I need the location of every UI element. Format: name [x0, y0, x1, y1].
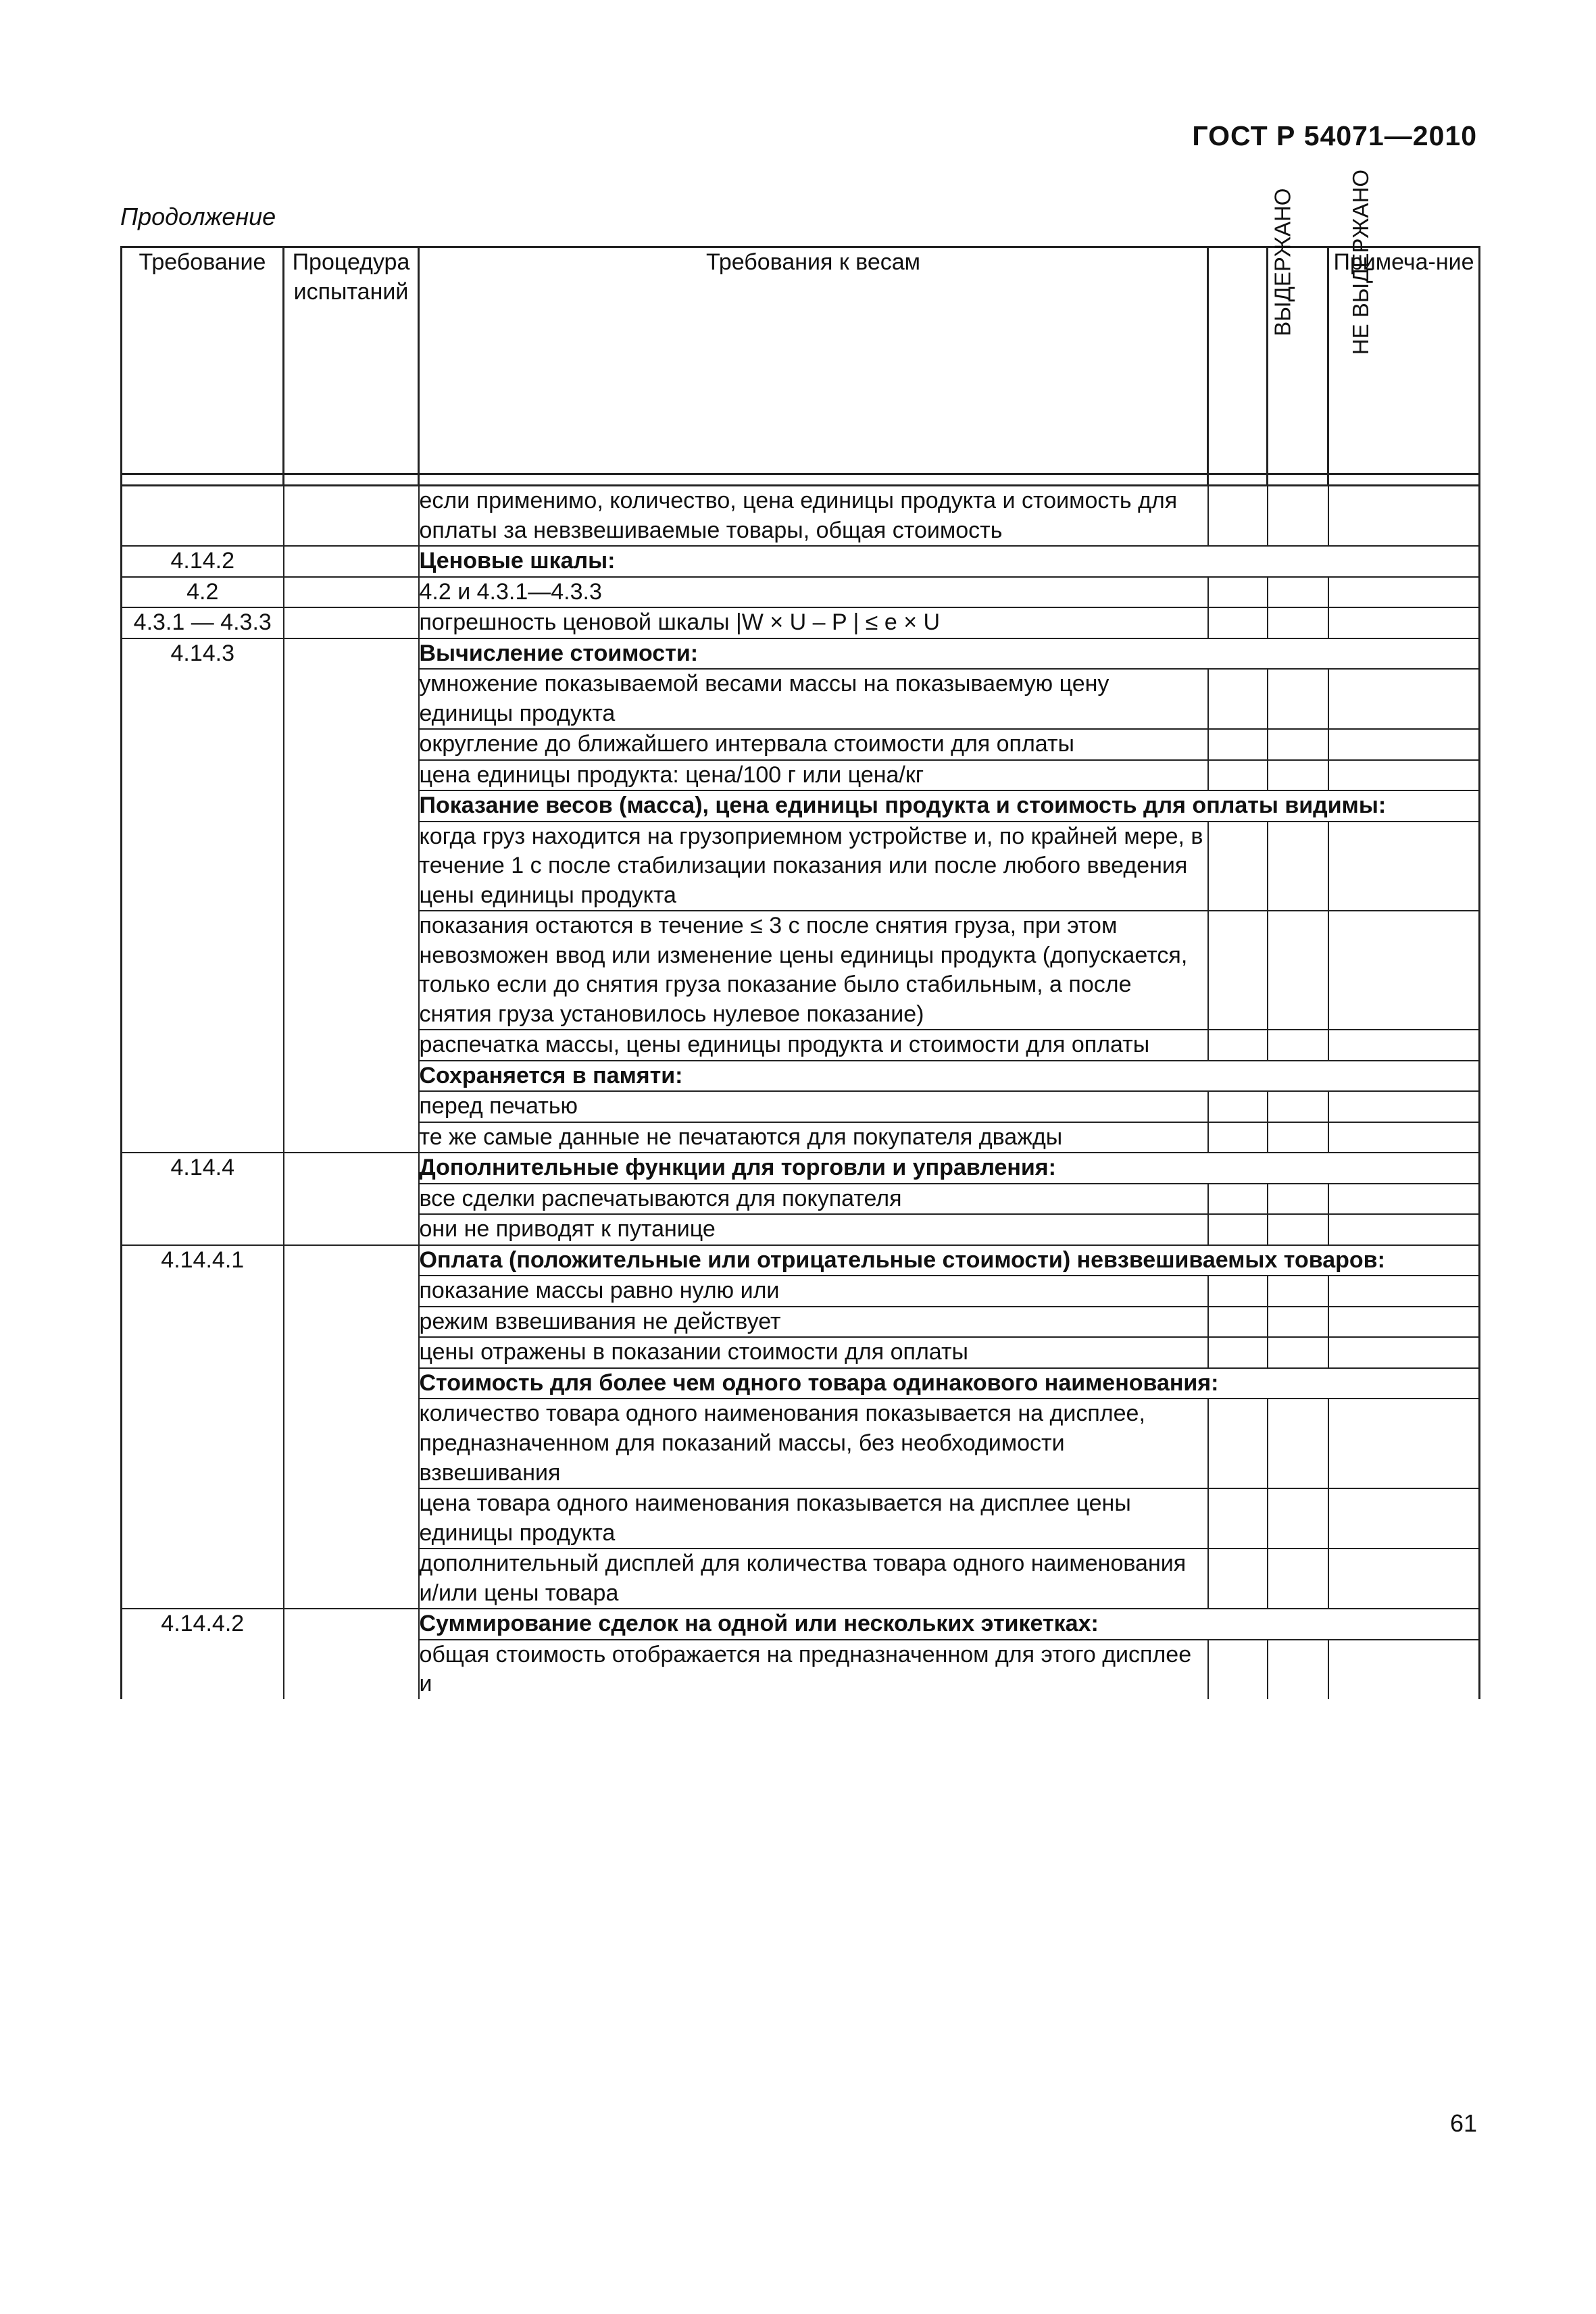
passed-checkbox-cell[interactable]	[1208, 1399, 1268, 1488]
table-row	[122, 1184, 1480, 1215]
table-row	[122, 790, 1480, 822]
passed-checkbox-cell[interactable]	[1208, 1337, 1268, 1368]
note-cell[interactable]	[1328, 911, 1480, 1030]
table-row	[122, 1091, 1480, 1122]
requirement-text: округление до ближайшего интервала стоимости для оплаты	[419, 729, 1208, 760]
table-row	[122, 546, 1480, 577]
requirement-code: 4.3.1 — 4.3.3	[122, 607, 284, 638]
requirement-code: 4.14.2	[122, 546, 284, 577]
continuation-label: Продолжение	[120, 203, 276, 230]
header-failed-label: НЕ ВЫДЕРЖАНО	[1347, 170, 1373, 355]
requirement-code	[122, 1488, 284, 1549]
test-procedure-cell	[284, 607, 419, 638]
header-passed	[1208, 188, 1295, 474]
table-row	[122, 1061, 1480, 1092]
passed-checkbox-cell[interactable]	[1208, 607, 1268, 638]
requirement-code: 4.14.4.1	[122, 1245, 284, 1276]
note-cell[interactable]	[1328, 1549, 1480, 1609]
test-procedure-cell	[284, 1091, 419, 1122]
requirement-text: те же самые данные не печатаются для покупателя дважды	[419, 1122, 1208, 1153]
table-row	[122, 638, 1480, 670]
failed-checkbox-cell[interactable]	[1268, 1307, 1328, 1338]
table-row	[122, 1122, 1480, 1153]
note-cell[interactable]	[1328, 1399, 1480, 1488]
note-cell[interactable]	[1328, 822, 1480, 911]
requirement-text: дополнительный дисплей для количества товара одного наименования и/или цены товара	[419, 1549, 1208, 1609]
header-note: Примеча-ние	[1328, 247, 1480, 474]
passed-checkbox-cell[interactable]	[1208, 1122, 1268, 1153]
passed-checkbox-cell[interactable]	[1208, 1549, 1268, 1609]
failed-checkbox-cell[interactable]	[1268, 1399, 1328, 1488]
failed-checkbox-cell[interactable]	[1268, 1184, 1328, 1215]
note-cell[interactable]	[1328, 1030, 1480, 1061]
test-procedure-cell	[284, 1030, 419, 1061]
requirement-code	[122, 760, 284, 791]
test-procedure-cell	[284, 1276, 419, 1307]
table-row	[122, 822, 1480, 911]
note-cell[interactable]	[1328, 1184, 1480, 1215]
header-passed-label: ВЫДЕРЖАНО	[1270, 188, 1295, 336]
requirement-text: они не приводят к путанице	[419, 1214, 1208, 1245]
requirement-code: 4.14.4	[122, 1153, 284, 1184]
test-procedure-cell	[284, 1549, 419, 1609]
requirement-code	[122, 1030, 284, 1061]
test-procedure-cell	[284, 760, 419, 791]
failed-checkbox-cell[interactable]	[1268, 1214, 1328, 1245]
header-separator	[122, 474, 1480, 486]
test-procedure-cell	[284, 1214, 419, 1245]
requirement-code: 4.2	[122, 577, 284, 608]
section-heading: Вычисление стоимости:	[419, 638, 1480, 670]
table-row	[122, 1368, 1480, 1399]
requirement-text: все сделки распечатываются для покупателя	[419, 1184, 1208, 1215]
passed-checkbox-cell[interactable]	[1208, 1307, 1268, 1338]
test-procedure-cell	[284, 577, 419, 608]
passed-checkbox-cell[interactable]	[1208, 486, 1268, 547]
requirement-code	[122, 1640, 284, 1699]
requirement-text: общая стоимость отображается на предназначенном для этого дисплее и	[419, 1640, 1208, 1699]
test-procedure-cell	[284, 729, 419, 760]
test-procedure-cell	[284, 1609, 419, 1640]
test-procedure-cell	[284, 486, 419, 547]
failed-checkbox-cell[interactable]	[1268, 1488, 1328, 1549]
table-row	[122, 486, 1480, 547]
section-heading: Ценовые шкалы:	[419, 546, 1480, 577]
note-cell[interactable]	[1328, 1488, 1480, 1549]
test-procedure-cell	[284, 1640, 419, 1699]
passed-checkbox-cell[interactable]	[1208, 577, 1268, 608]
table-row	[122, 1030, 1480, 1061]
test-procedure-cell	[284, 1061, 419, 1092]
page-number: 61	[1449, 2109, 1477, 2137]
failed-checkbox-cell[interactable]	[1268, 760, 1328, 791]
requirement-text: показание массы равно нулю или	[419, 1276, 1208, 1307]
requirement-code	[122, 486, 284, 547]
test-procedure-cell	[284, 911, 419, 1030]
failed-checkbox-cell[interactable]	[1268, 1030, 1328, 1061]
header-requirements-text: Требования к весам	[419, 247, 1208, 474]
requirement-text: цены отражены в показании стоимости для оплаты	[419, 1337, 1208, 1368]
failed-checkbox-cell[interactable]	[1268, 1337, 1328, 1368]
failed-checkbox-cell[interactable]	[1268, 1276, 1328, 1307]
failed-checkbox-cell[interactable]	[1268, 822, 1328, 911]
passed-checkbox-cell[interactable]	[1208, 911, 1268, 1030]
test-procedure-cell	[284, 1153, 419, 1184]
passed-checkbox-cell[interactable]	[1208, 1184, 1268, 1215]
document-standard-number: ГОСТ Р 54071—2010	[1192, 120, 1477, 151]
table-row	[122, 577, 1480, 608]
requirement-code	[122, 1307, 284, 1338]
passed-checkbox-cell[interactable]	[1208, 1030, 1268, 1061]
section-heading: Показание весов (масса), цена единицы продукта и стоимость для оплаты видимы:	[419, 790, 1480, 822]
test-procedure-cell	[284, 822, 419, 911]
header-requirement: Требование	[122, 247, 284, 474]
test-procedure-cell	[284, 669, 419, 729]
section-heading: Оплата (положительные или отрицательные стоимости) невзвешиваемых товаров:	[419, 1245, 1480, 1276]
failed-checkbox-cell[interactable]	[1268, 486, 1328, 547]
requirement-text: умножение показываемой весами массы на показываемую цену единицы продукта	[419, 669, 1208, 729]
requirement-code	[122, 790, 284, 822]
note-cell[interactable]	[1328, 1337, 1480, 1368]
requirement-code	[122, 911, 284, 1030]
requirement-text: количество товара одного наименования показывается на дисплее, предназначенном для показаний массы, без необходимости взвешивания	[419, 1399, 1208, 1488]
table-row	[122, 1245, 1480, 1276]
requirement-text: режим взвешивания не действует	[419, 1307, 1208, 1338]
table-row	[122, 669, 1480, 729]
requirement-code	[122, 822, 284, 911]
failed-checkbox-cell[interactable]	[1268, 911, 1328, 1030]
requirement-code	[122, 1122, 284, 1153]
note-cell[interactable]	[1328, 486, 1480, 547]
note-cell[interactable]	[1328, 1640, 1480, 1699]
table-row	[122, 1214, 1480, 1245]
note-cell[interactable]	[1328, 760, 1480, 791]
requirement-text: цена единицы продукта: цена/100 г или цена/кг	[419, 760, 1208, 791]
passed-checkbox-cell[interactable]	[1208, 729, 1268, 760]
requirement-code	[122, 1214, 284, 1245]
passed-checkbox-cell[interactable]	[1208, 1276, 1268, 1307]
table-row	[122, 1337, 1480, 1368]
table-row	[122, 1549, 1480, 1609]
requirement-text: показания остаются в течение ≤ 3 с после снятия груза, при этом невозможен ввод или изменение цены единицы продукта (допускается, только если до снятия груза показание было стабильным, а после снятия груза установилось нулевое показание)	[419, 911, 1208, 1030]
table-row	[122, 1307, 1480, 1338]
requirement-code: 4.14.4.2	[122, 1609, 284, 1640]
failed-checkbox-cell[interactable]	[1268, 607, 1328, 638]
section-heading: Сохраняется в памяти:	[419, 1061, 1480, 1092]
note-cell[interactable]	[1328, 729, 1480, 760]
note-cell[interactable]	[1328, 1214, 1480, 1245]
passed-checkbox-cell[interactable]	[1208, 822, 1268, 911]
requirement-code	[122, 1337, 284, 1368]
section-heading: Стоимость для более чем одного товара одинакового наименования:	[419, 1368, 1480, 1399]
requirement-text: когда груз находится на грузоприемном устройстве и, по крайней мере, в течение 1 с после стабилизации показания или после любого введения цены единицы продукта	[419, 822, 1208, 911]
passed-checkbox-cell[interactable]	[1208, 1214, 1268, 1245]
note-cell[interactable]	[1328, 577, 1480, 608]
requirement-code: 4.14.3	[122, 638, 284, 670]
failed-checkbox-cell[interactable]	[1268, 577, 1328, 608]
test-procedure-cell	[284, 546, 419, 577]
table-row	[122, 729, 1480, 760]
note-cell[interactable]	[1328, 1122, 1480, 1153]
failed-checkbox-cell[interactable]	[1268, 1122, 1328, 1153]
header-procedure: Процедура испытаний	[284, 247, 419, 474]
note-cell[interactable]	[1328, 669, 1480, 729]
table-row	[122, 607, 1480, 638]
requirement-code	[122, 1276, 284, 1307]
test-procedure-cell	[284, 1368, 419, 1399]
test-procedure-cell	[284, 638, 419, 670]
requirement-code	[122, 1399, 284, 1488]
requirement-code	[122, 1061, 284, 1092]
table-row	[122, 1276, 1480, 1307]
failed-checkbox-cell[interactable]	[1268, 729, 1328, 760]
test-procedure-cell	[284, 1245, 419, 1276]
requirement-text: перед печатью	[419, 1091, 1208, 1122]
test-procedure-cell	[284, 1399, 419, 1488]
requirement-code	[122, 1091, 284, 1122]
note-cell[interactable]	[1328, 607, 1480, 638]
requirement-text: распечатка массы, цены единицы продукта и стоимости для оплаты	[419, 1030, 1208, 1061]
requirement-code	[122, 669, 284, 729]
requirement-code	[122, 1549, 284, 1609]
test-procedure-cell	[284, 790, 419, 822]
note-cell[interactable]	[1328, 1276, 1480, 1307]
requirement-code	[122, 1368, 284, 1399]
failed-checkbox-cell[interactable]	[1268, 1549, 1328, 1609]
requirement-text: 4.2 и 4.3.1—4.3.3	[419, 577, 1208, 608]
table-row	[122, 1399, 1480, 1488]
test-procedure-cell	[284, 1337, 419, 1368]
note-cell[interactable]	[1328, 1091, 1480, 1122]
table-row	[122, 1153, 1480, 1184]
table-row	[122, 911, 1480, 1030]
passed-checkbox-cell[interactable]	[1208, 1488, 1268, 1549]
test-procedure-cell	[284, 1307, 419, 1338]
table-row	[122, 1609, 1480, 1640]
passed-checkbox-cell[interactable]	[1208, 760, 1268, 791]
table-row	[122, 1640, 1480, 1699]
requirement-code	[122, 729, 284, 760]
table-row	[122, 760, 1480, 791]
requirement-text: погрешность ценовой шкалы |W × U – P | ≤ e × U	[419, 607, 1208, 638]
requirement-text: цена товара одного наименования показывается на дисплее цены единицы продукта	[419, 1488, 1208, 1549]
failed-checkbox-cell[interactable]	[1268, 1640, 1328, 1699]
passed-checkbox-cell[interactable]	[1208, 1091, 1268, 1122]
passed-checkbox-cell[interactable]	[1208, 1640, 1268, 1699]
passed-checkbox-cell[interactable]	[1208, 669, 1268, 729]
test-procedure-cell	[284, 1184, 419, 1215]
test-procedure-cell	[284, 1122, 419, 1153]
failed-checkbox-cell[interactable]	[1268, 669, 1328, 729]
table-body	[122, 486, 1480, 1699]
requirement-text: если применимо, количество, цена единицы продукта и стоимость для оплаты за невзвешиваемые товары, общая стоимость	[419, 486, 1208, 547]
failed-checkbox-cell[interactable]	[1268, 1091, 1328, 1122]
section-heading: Дополнительные функции для торговли и управления:	[419, 1153, 1480, 1184]
note-cell[interactable]	[1328, 1307, 1480, 1338]
table-row	[122, 1488, 1480, 1549]
test-procedure-cell	[284, 1488, 419, 1549]
requirement-code	[122, 1184, 284, 1215]
table-header-row	[122, 247, 1480, 474]
section-heading: Суммирование сделок на одной или нескольких этикетках:	[419, 1609, 1480, 1640]
